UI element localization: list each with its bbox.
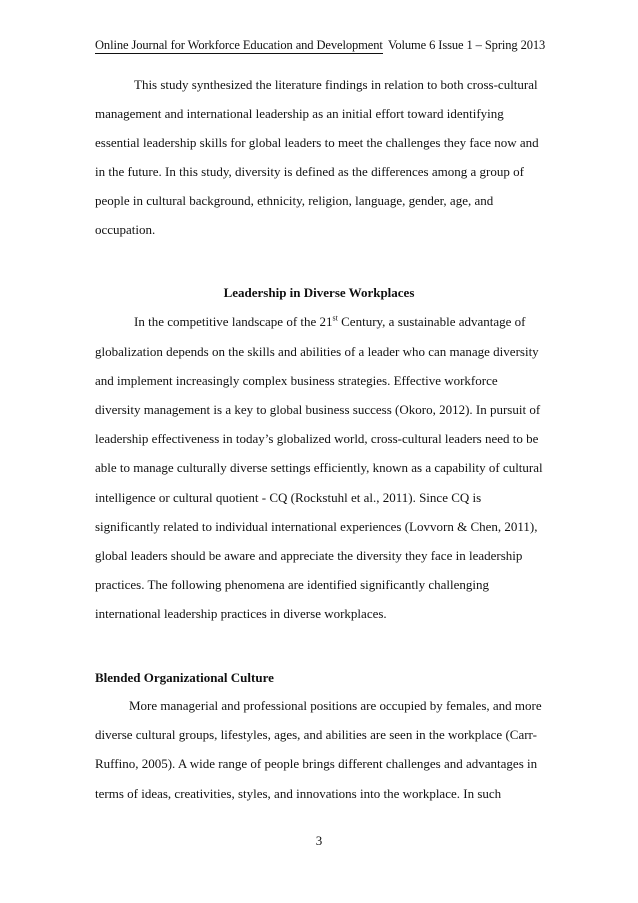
- subsection-heading: Blended Organizational Culture: [95, 670, 274, 685]
- superscript: st: [332, 313, 338, 323]
- text-line: able to manage culturally diverse settings efficiently, known as a capability of cultural: [95, 460, 543, 475]
- text-line: intelligence or cultural quotient - CQ (Rockstuhl et al., 2011). Since CQ is: [95, 490, 482, 505]
- text-line: essential leadership skills for global leaders to meet the challenges they face now and: [95, 135, 539, 150]
- text-line: globalization depends on the skills and abilities of a leader who can manage diversity: [95, 344, 539, 359]
- text-line: occupation.: [95, 222, 156, 237]
- text-segment: Century, a sustainable advantage of: [337, 314, 526, 329]
- text-segment: In the competitive landscape of the 21: [134, 314, 333, 329]
- text-line: Ruffino, 2005). A wide range of people brings different challenges and advantages in: [95, 756, 538, 771]
- text-line: global leaders should be aware and appreciate the diversity they face in leadership: [95, 548, 523, 563]
- text-line: practices. The following phenomena are identified significantly challenging: [95, 577, 489, 592]
- text-line: diverse cultural groups, lifestyles, ages, and abilities are seen in the workplace (Carr-: [95, 727, 537, 742]
- page-number: 3: [315, 833, 323, 848]
- text-line: in the future. In this study, diversity is defined as the differences among a group of: [95, 164, 524, 179]
- journal-title: Online Journal for Workforce Education and Development: [95, 38, 383, 52]
- text-line: management and international leadership as an initial effort toward identifying: [95, 106, 504, 121]
- text-line: people in cultural background, ethnicity, religion, language, gender, age, and: [95, 193, 494, 208]
- issue-info: Volume 6 Issue 1 – Spring 2013: [388, 38, 546, 52]
- text-line: More managerial and professional positions are occupied by females, and more: [129, 698, 542, 713]
- text-line: diversity management is a key to global business success (Okoro, 2012). In pursuit of: [95, 402, 541, 417]
- text-line: terms of ideas, creativities, styles, and innovations into the workplace. In such: [95, 786, 502, 801]
- text-line: international leadership practices in diverse workplaces.: [95, 606, 387, 621]
- text-line: leadership effectiveness in today’s globalized world, cross-cultural leaders need to be: [95, 431, 539, 446]
- text-line: significantly related to individual international experiences (Lovvorn & Chen, 2011),: [95, 519, 538, 534]
- text-line: [134, 314, 525, 330]
- section-heading: Leadership in Diverse Workplaces: [223, 285, 415, 300]
- text-line: This study synthesized the literature findings in relation to both cross-cultural: [134, 77, 538, 92]
- text-line: and implement increasingly complex business strategies. Effective workforce: [95, 373, 498, 388]
